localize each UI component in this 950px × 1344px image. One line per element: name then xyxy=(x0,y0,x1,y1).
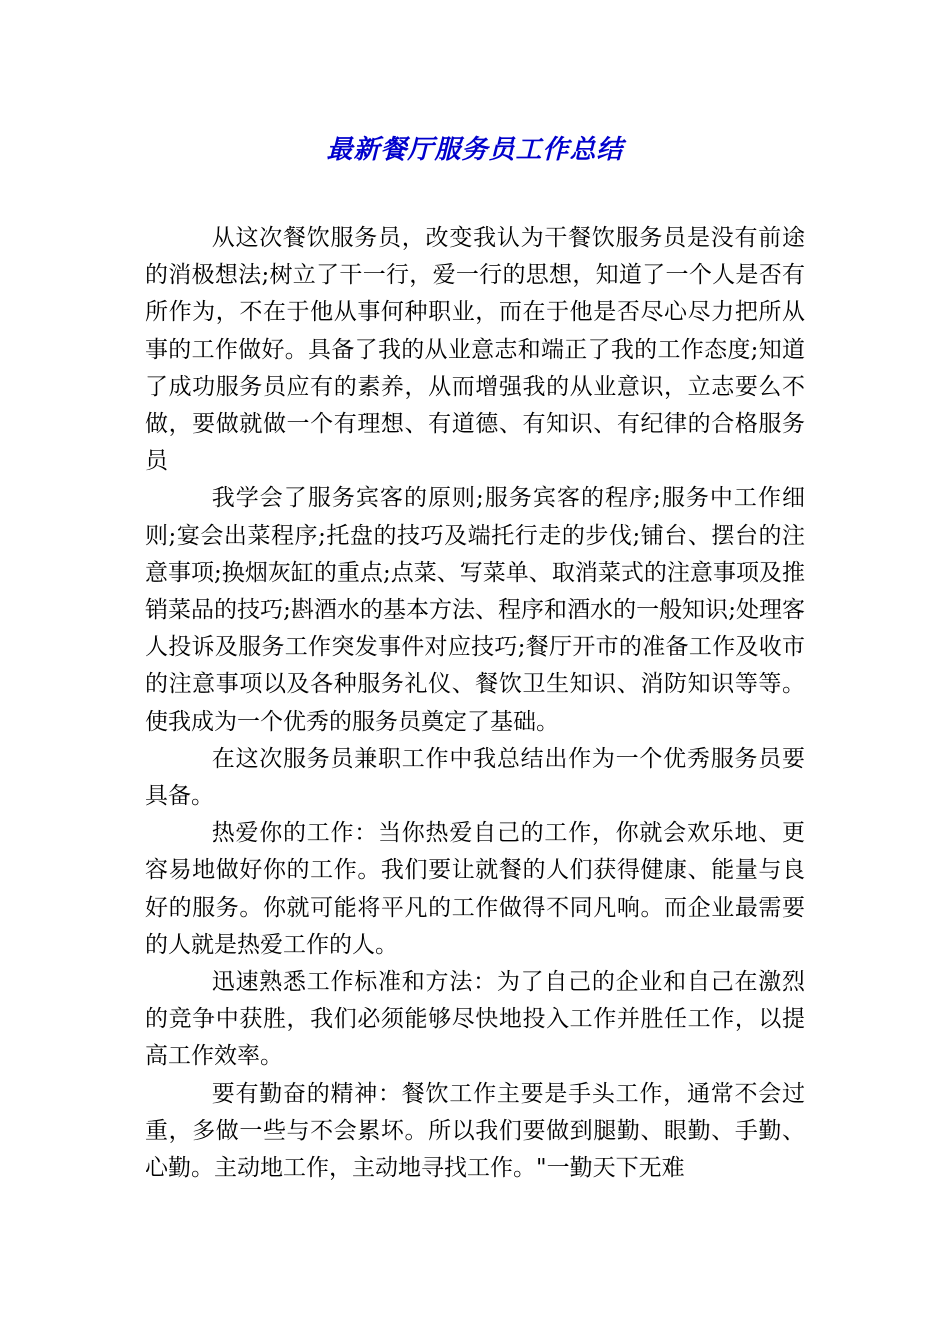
paragraph-3: 在这次服务员兼职工作中我总结出作为一个优秀服务员要具备。 xyxy=(145,745,805,810)
paragraph-6: 要有勤奋的精神：餐饮工作主要是手头工作，通常不会过重，多做一些与不会累坏。所以我们要做到腿勤、眼勤、手勤、心勤。主动地工作，主动地寻找工作。"一勤天下无难 xyxy=(145,1080,805,1182)
paragraph-1: 从这次餐饮服务员，改变我认为干餐饮服务员是没有前途的消极想法;树立了干一行，爱一行的思想，知道了一个人是否有所作为，不在于他从事何种职业，而在于他是否尽心尽力把所从事的工作做好。具备了我的从业意志和端正了我的工作态度;知道了成功服务员应有的素养，从而增强我的从业意识，立志要么不做，要做就做一个有理想、有道德、有知识、有纪律的合格服务员 xyxy=(145,225,805,475)
paragraph-4: 热爱你的工作：当你热爱自己的工作，你就会欢乐地、更容易地做好你的工作。我们要让就餐的人们获得健康、能量与良好的服务。你就可能将平凡的工作做得不同凡响。而企业最需要的人就是热爱工作的人。 xyxy=(145,820,805,958)
document-body xyxy=(145,220,805,1187)
document-title: 最新餐厅服务员工作总结 xyxy=(326,135,624,165)
paragraph-2: 我学会了服务宾客的原则;服务宾客的程序;服务中工作细则;宴会出菜程序;托盘的技巧及端托行走的步伐;铺台、摆台的注意事项;换烟灰缸的重点;点菜、写菜单、取消菜式的注意事项及推销菜品的技巧;斟酒水的基本方法、程序和酒水的一般知识;处理客人投诉及服务工作突发事件对应技巧;餐厅开市的准备工作及收市的注意事项以及各种服务礼仪、餐饮卫生知识、消防知识等等。使我成为一个优秀的服务员奠定了基础。 xyxy=(145,485,805,735)
paragraph-5: 迅速熟悉工作标准和方法：为了自己的企业和自己在激烈的竞争中获胜，我们必须能够尽快地投入工作并胜任工作，以提高工作效率。 xyxy=(145,969,805,1070)
